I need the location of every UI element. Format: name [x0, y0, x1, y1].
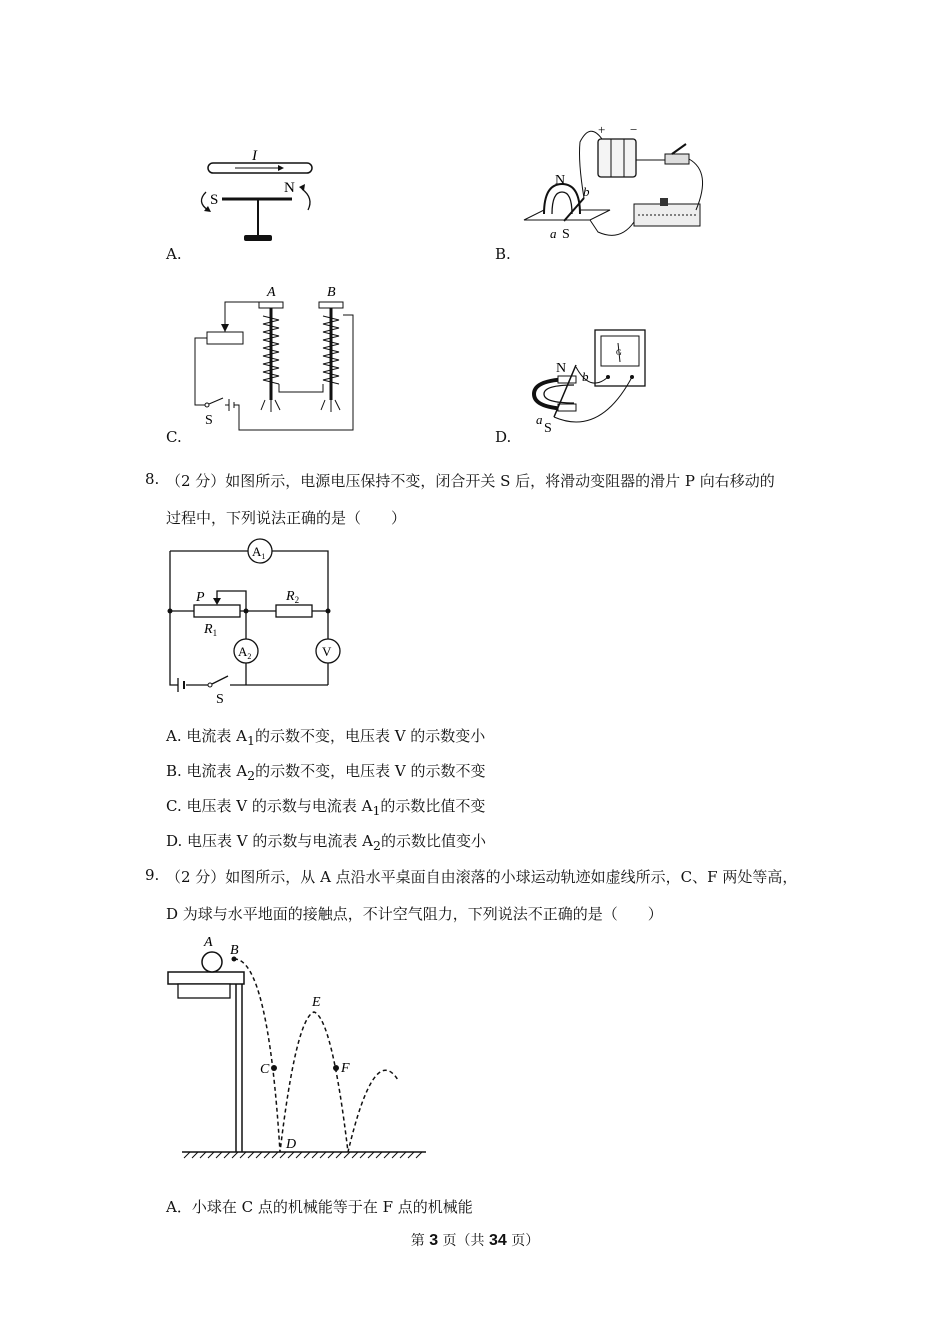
switch-s-label: S — [216, 692, 224, 707]
coil-a-label: A — [267, 285, 276, 300]
north-pole-label: N — [284, 180, 295, 196]
total-page-number: 34 — [489, 1232, 507, 1249]
ammeter-a2-text: $A_2$ — [238, 644, 252, 661]
option-7a-label: A. — [166, 245, 182, 263]
point-c-label: C — [260, 1062, 270, 1077]
rail-b-label: b — [583, 184, 590, 199]
figure-8-circuit — [160, 535, 360, 707]
current-label: I — [252, 148, 257, 164]
magnet-s-label: S — [562, 227, 570, 242]
question-8-number: 8. — [145, 470, 160, 488]
point-b-label: B — [230, 943, 239, 958]
coil-b-label: B — [327, 285, 336, 300]
question-9-line2: D 为球与水平地面的接触点，不计空气阻力，下列说法不正确的是（ ） — [166, 905, 663, 923]
figure-9-ball-trajectory — [160, 930, 440, 1165]
r2-label: $R_2$ — [286, 589, 300, 605]
south-pole-label: S — [210, 192, 219, 208]
magnet-n-label: N — [556, 361, 567, 376]
question-8-line1: （2 分）如图所示，电源电压保持不变，闭合开关 S 后，将滑动变阻器的滑片 P 向右移动的 — [166, 472, 775, 490]
figure-7c-electromagnets — [185, 280, 365, 435]
wire-a-label: a — [536, 412, 543, 427]
question-8-option-d: D. 电压表 V 的示数与电流表 $A_2$的示数比值变小 — [166, 832, 486, 853]
question-9-option-a: A．小球在 C 点的机械能等于在 F 点的机械能 — [166, 1198, 473, 1216]
rail-a-label: a — [550, 226, 557, 241]
question-8-line2: 过程中，下列说法正确的是（ ） — [166, 509, 407, 527]
point-a-label: A — [204, 935, 213, 950]
page-footer: 第 3 页（共 34 页） — [410, 1232, 540, 1249]
figure-7b-motor-setup — [520, 122, 720, 252]
question-8-option-c: C. 电压表 V 的示数与电流表 $A_1$的示数比值不变 — [166, 797, 486, 818]
wire-b-label: b — [582, 369, 589, 384]
point-f-label: F — [341, 1061, 350, 1076]
question-8-option-a: A. 电流表 $A_1$的示数不变，电压表 V 的示数变小 — [166, 727, 486, 748]
current-page-number: 3 — [429, 1232, 439, 1249]
switch-label: S — [205, 413, 213, 428]
point-e-label: E — [312, 995, 321, 1010]
meter-mark: G — [616, 348, 622, 357]
option-7b-label: B. — [495, 245, 511, 263]
voltmeter-text: V — [322, 644, 332, 659]
question-9-number: 9. — [145, 866, 160, 884]
magnet-n-label: N — [555, 173, 566, 188]
question-9-line1: （2 分）如图所示，从 A 点沿水平桌面自由滚落的小球运动轨迹如虚线所示，C、F 两处等高， — [166, 868, 798, 886]
plus-label: + — [598, 122, 606, 137]
r1-label: $R_1$ — [204, 622, 218, 638]
figure-7a-current-compass — [180, 140, 340, 250]
point-d-label: D — [286, 1137, 297, 1152]
question-8-option-b: B. 电流表 $A_2$的示数不变，电压表 V 的示数不变 — [166, 762, 486, 783]
magnet-s-label: S — [544, 421, 552, 436]
ammeter-a1-text: $A_1$ — [252, 544, 266, 561]
figure-7d-generator-setup — [520, 325, 670, 435]
minus-label: − — [630, 122, 638, 137]
option-7c-label: C. — [166, 428, 182, 446]
slider-p-label: P — [196, 590, 205, 605]
option-7d-label: D. — [495, 428, 512, 446]
